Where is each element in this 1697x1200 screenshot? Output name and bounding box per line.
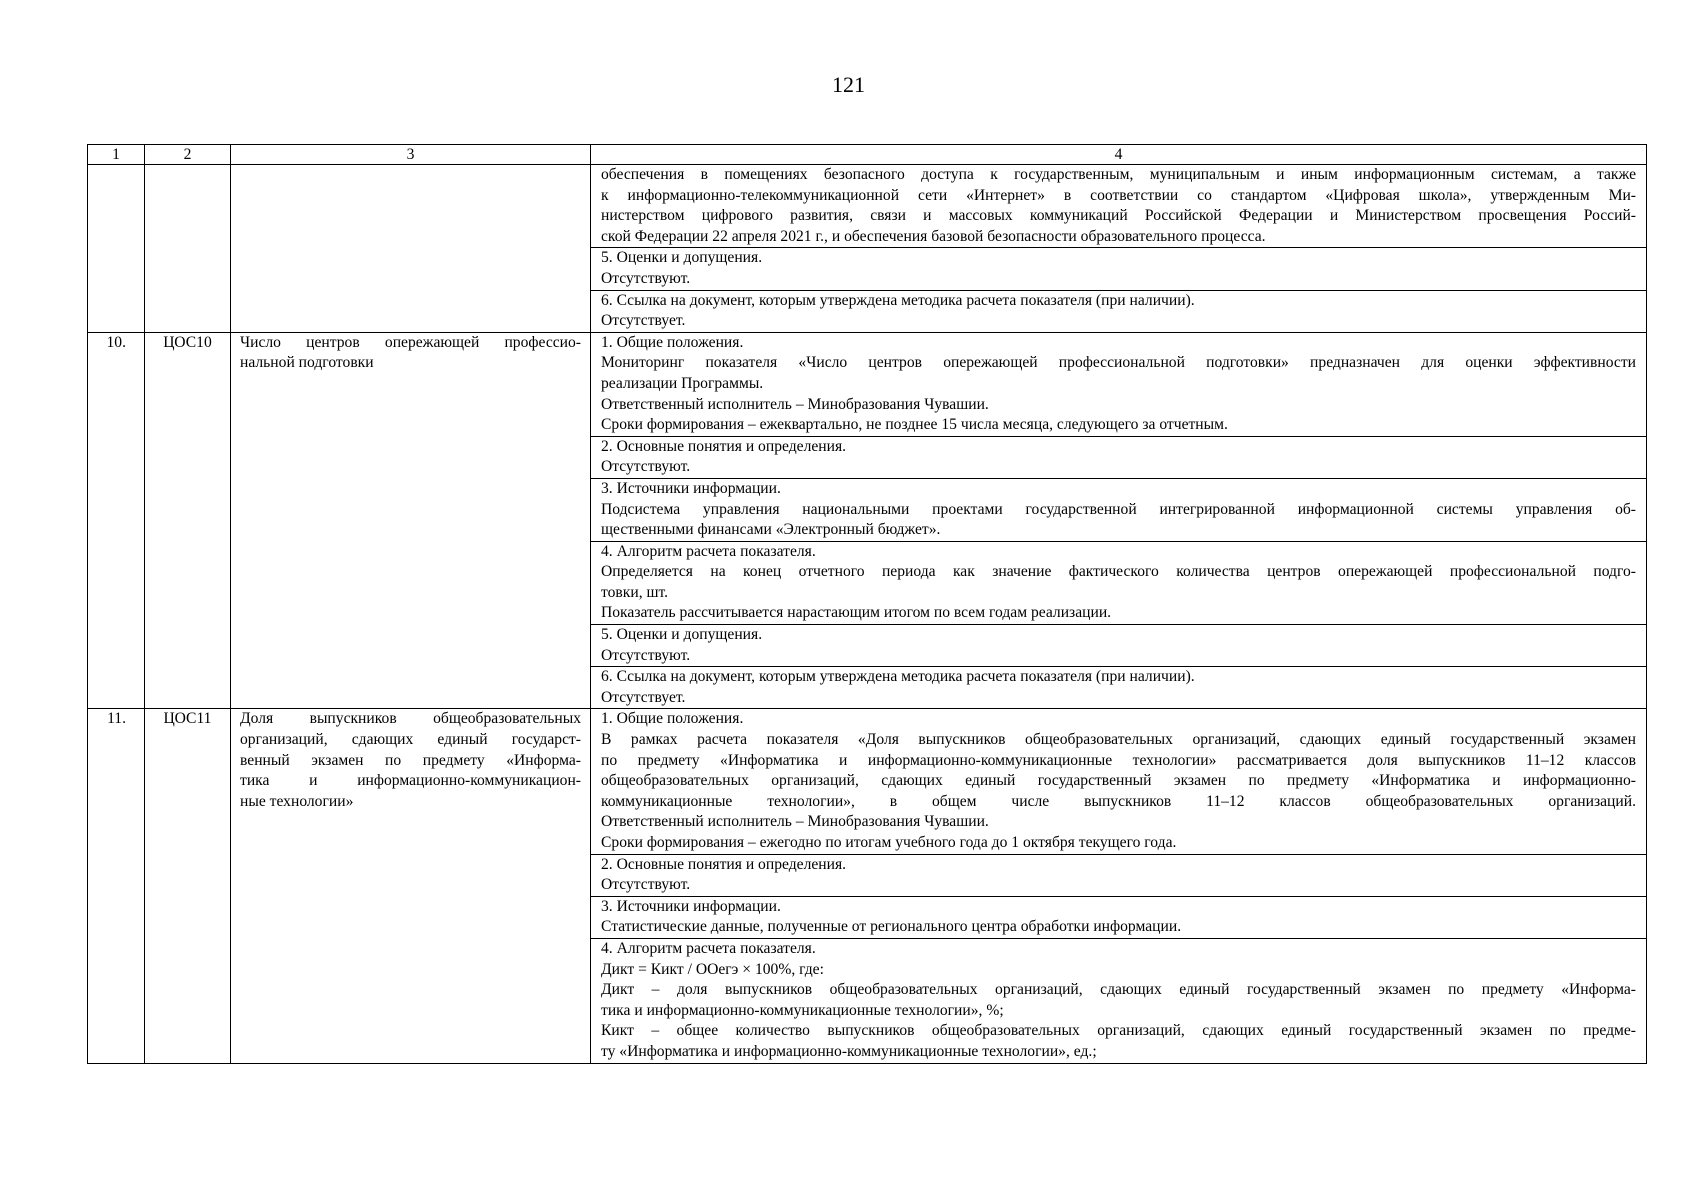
text-line: ту «Информатика и информационно-коммуникационные технологии», ед.; — [601, 1042, 1097, 1060]
column-header-1: 1 — [88, 145, 145, 165]
indicator-name-line: Доля выпускников общеобразовательных — [240, 710, 581, 728]
text-line: В рамках расчета показателя «Доля выпускников общеобразовательных организаций, сдающих единый государственный экзамен — [601, 731, 1636, 749]
column-header-2: 2 — [145, 145, 231, 165]
empty-num-cell — [88, 896, 145, 938]
empty-num-cell — [88, 290, 145, 332]
indicator-section — [591, 436, 1647, 478]
text-line: товки, шт. — [601, 583, 669, 601]
indicator-code: ЦОС10 — [145, 332, 231, 436]
section-heading: 6. Ссылка на документ, которым утверждена методика расчета показателя (при наличии). — [601, 668, 1195, 686]
table-row — [88, 436, 1647, 478]
empty-num-cell — [88, 938, 145, 1063]
section-heading: 2. Основные понятия и определения. — [601, 437, 847, 455]
table-row — [88, 248, 1647, 290]
indicator-section — [591, 938, 1647, 1063]
text-line: Дикт – доля выпускников общеобразовательных организаций, сдающих единый государственный экзамен по предмету «Информа- — [601, 981, 1636, 999]
empty-name-cell — [231, 667, 591, 709]
indicator-section — [591, 854, 1647, 896]
text-line: Ответственный исполнитель – Минобразования Чувашии. — [601, 395, 989, 413]
text-line: коммуникационные технологии», в общем числе выпускников 11–12 классов общеобразовательных организаций. — [601, 792, 1636, 810]
empty-code-cell — [145, 478, 231, 541]
section-heading: 1. Общие положения. — [601, 710, 744, 728]
indicator-name-line: тика и информационно-коммуникацион- — [240, 772, 581, 790]
indicator-section — [591, 896, 1647, 938]
indicator-section — [591, 667, 1647, 709]
table-header-row — [88, 145, 1647, 165]
empty-code-cell — [145, 436, 231, 478]
empty-name-cell — [231, 436, 591, 478]
text-line: Отсутствует. — [601, 312, 686, 330]
table-row — [88, 854, 1647, 896]
text-line: Определяется на конец отчетного периода как значение фактического количества центров опережающей профессиональной подго- — [601, 563, 1636, 581]
indicator-section — [591, 290, 1647, 332]
empty-num-cell — [88, 625, 145, 667]
empty-name-cell — [231, 165, 591, 248]
indicator-section — [591, 332, 1647, 436]
indicator-name-line: Число центров опережающей профессио- — [240, 333, 581, 351]
empty-code-cell — [145, 541, 231, 624]
text-line: реализации Программы. — [601, 374, 764, 392]
empty-num-cell — [88, 667, 145, 709]
text-line: Отсутствуют. — [601, 458, 691, 476]
empty-num-cell — [88, 165, 145, 248]
text-line: Подсистема управления национальными проектами государственной интегрированной информационной системы управления об- — [601, 500, 1636, 518]
empty-code-cell — [145, 667, 231, 709]
text-line: Мониторинг показателя «Число центров опережающей профессиональной подготовки» предназначен для оценки эффективности — [601, 354, 1636, 372]
table-row — [88, 541, 1647, 624]
indicator-section — [591, 478, 1647, 541]
text-line: тика и информационно-коммуникационные технологии», %; — [601, 1001, 1004, 1019]
section-heading: 5. Оценки и допущения. — [601, 626, 763, 644]
table-row — [88, 478, 1647, 541]
text-line: Дикт = Кикт / ООегэ × 100%, где: — [601, 960, 824, 978]
text-line: Статистические данные, полученные от регионального центра обработки информации. — [601, 918, 1182, 936]
text-line: нистерством цифрового развития, связи и массовых коммуникаций Российской Федерации и Министерством просвещения Россий- — [601, 207, 1636, 225]
table-row — [88, 709, 1647, 854]
empty-num-cell — [88, 854, 145, 896]
empty-name-cell — [231, 938, 591, 1063]
indicator-code: ЦОС11 — [145, 709, 231, 854]
text-line: Сроки формирования – ежеквартально, не позднее 15 числа месяца, следующего за отчетным. — [601, 416, 1228, 434]
empty-name-cell — [231, 625, 591, 667]
indicator-section — [591, 625, 1647, 667]
indicator-name-line: нальной подготовки — [240, 354, 374, 372]
empty-code-cell — [145, 165, 231, 248]
empty-code-cell — [145, 854, 231, 896]
text-line: к информационно-телекоммуникационной сети «Интернет» в соответствии со стандартом «Цифровая школа», утвержденным Ми- — [601, 186, 1636, 204]
row-number: 10. — [88, 332, 145, 436]
section-heading: 4. Алгоритм расчета показателя. — [601, 542, 816, 560]
indicator-name-line: организаций, сдающих единый государст- — [240, 731, 581, 749]
empty-name-cell — [231, 854, 591, 896]
empty-code-cell — [145, 625, 231, 667]
text-line: Показатель рассчитывается нарастающим итогом по всем годам реализации. — [601, 604, 1112, 622]
table-row — [88, 290, 1647, 332]
section-heading: 2. Основные понятия и определения. — [601, 855, 847, 873]
table-row — [88, 165, 1647, 248]
indicator-name — [231, 332, 591, 436]
empty-num-cell — [88, 436, 145, 478]
empty-name-cell — [231, 290, 591, 332]
empty-code-cell — [145, 290, 231, 332]
text-line: щественными финансами «Электронный бюджет». — [601, 521, 941, 539]
indicator-name-line: ные технологии» — [240, 792, 354, 810]
indicator-section — [591, 248, 1647, 290]
section-heading: 3. Источники информации. — [601, 897, 781, 915]
indicator-section — [591, 709, 1647, 854]
text-line: Отсутствуют. — [601, 646, 691, 664]
section-heading: 4. Алгоритм расчета показателя. — [601, 939, 816, 957]
empty-name-cell — [231, 478, 591, 541]
text-line: обеспечения в помещениях безопасного доступа к государственным, муниципальным и иным информационным системам, а также — [601, 166, 1636, 183]
empty-num-cell — [88, 541, 145, 624]
section-heading: 5. Оценки и допущения. — [601, 249, 763, 267]
section-heading: 6. Ссылка на документ, которым утверждена методика расчета показателя (при наличии). — [601, 291, 1195, 309]
text-line: по предмету «Информатика и информационно-коммуникационные технологии» рассматривается доля выпускников 11–12 классов — [601, 751, 1636, 769]
indicator-name-line: венный экзамен по предмету «Информа- — [240, 751, 581, 769]
empty-code-cell — [145, 896, 231, 938]
text-line: Отсутствует. — [601, 688, 686, 706]
indicator-name — [231, 709, 591, 854]
empty-num-cell — [88, 248, 145, 290]
table-row — [88, 896, 1647, 938]
page-number: 121 — [832, 72, 865, 97]
table-row — [88, 625, 1647, 667]
empty-name-cell — [231, 896, 591, 938]
empty-code-cell — [145, 938, 231, 1063]
table-row — [88, 667, 1647, 709]
indicators-table — [87, 144, 1647, 1064]
section-heading: 3. Источники информации. — [601, 479, 781, 497]
empty-code-cell — [145, 248, 231, 290]
table-row — [88, 938, 1647, 1063]
table-row — [88, 332, 1647, 436]
text-line: Кикт – общее количество выпускников общеобразовательных организаций, сдающих единый государственный экзамен по предме- — [601, 1022, 1636, 1040]
indicator-section — [591, 541, 1647, 624]
column-header-4: 4 — [591, 145, 1647, 165]
text-line: ской Федерации 22 апреля 2021 г., и обеспечения базовой безопасности образовательного процесса. — [601, 227, 1266, 245]
text-line: Ответственный исполнитель – Минобразования Чувашии. — [601, 813, 989, 831]
empty-name-cell — [231, 248, 591, 290]
text-line: Отсутствуют. — [601, 876, 691, 894]
indicator-section — [591, 165, 1647, 248]
section-heading: 1. Общие положения. — [601, 333, 744, 351]
row-number: 11. — [88, 709, 145, 854]
table-body — [88, 145, 1647, 1064]
text-line: Отсутствуют. — [601, 269, 691, 287]
empty-name-cell — [231, 541, 591, 624]
text-line: общеобразовательных организаций, сдающих единый государственный экзамен по предмету «Информатика и информационно- — [601, 772, 1636, 790]
empty-num-cell — [88, 478, 145, 541]
column-header-3: 3 — [231, 145, 591, 165]
text-line: Сроки формирования – ежегодно по итогам учебного года до 1 октября текущего года. — [601, 834, 1177, 851]
